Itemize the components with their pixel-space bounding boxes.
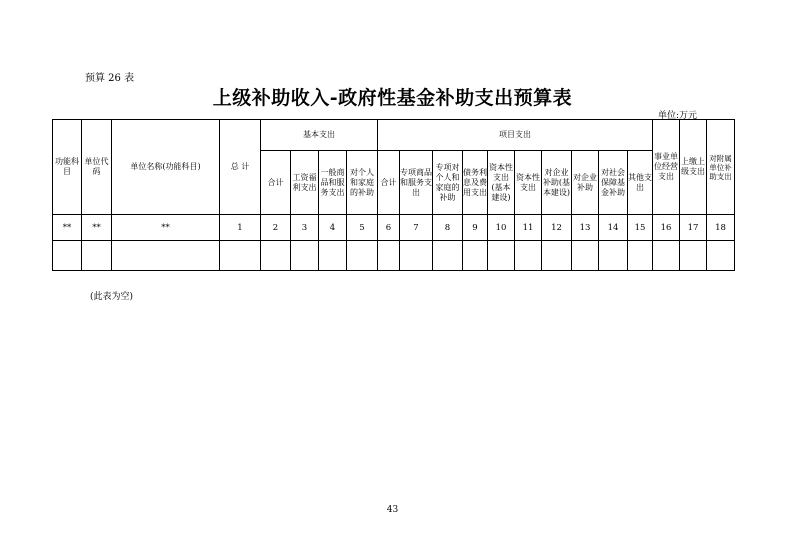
header-basic-total: 合计 bbox=[261, 151, 291, 215]
page-title: 上级补助收入-政府性基金补助支出预算表 bbox=[212, 87, 573, 109]
header-capital: 资本性支出 bbox=[515, 151, 542, 215]
header-household-subsidy: 对个人和家庭的补助 bbox=[347, 151, 378, 215]
header-enterprise-subsidy: 对企业补助 bbox=[572, 151, 599, 215]
index-cell: 9 bbox=[463, 215, 488, 241]
budget-table bbox=[52, 119, 735, 271]
header-project-total: 合计 bbox=[378, 151, 400, 215]
index-cell: 1 bbox=[220, 215, 261, 241]
header-salary-welfare: 工资福利支出 bbox=[291, 151, 319, 215]
header-goods-services: 一般商品和服务支出 bbox=[319, 151, 347, 215]
index-cell: 2 bbox=[261, 215, 291, 241]
header-special-household: 专项对个人和家庭的补助 bbox=[433, 151, 463, 215]
header-basic-group: 基本支出 bbox=[261, 120, 378, 151]
header-special-goods: 专项商品和服务支出 bbox=[400, 151, 433, 215]
empty-row bbox=[53, 241, 735, 271]
header-other: 其他支出 bbox=[628, 151, 653, 215]
index-cell: 11 bbox=[515, 215, 542, 241]
index-cell: 6 bbox=[378, 215, 400, 241]
index-cell: 12 bbox=[542, 215, 572, 241]
page-number: 43 bbox=[386, 505, 399, 515]
header-remit-upper: 上缴上级支出 bbox=[680, 120, 707, 215]
header-debt-interest: 债务利息及费用支出 bbox=[463, 151, 488, 215]
index-cell: 15 bbox=[628, 215, 653, 241]
header-project-group: 项目支出 bbox=[378, 120, 653, 151]
index-cell: ** bbox=[112, 215, 220, 241]
index-cell: 7 bbox=[400, 215, 433, 241]
header-func-subject: 功能科目 bbox=[53, 120, 82, 215]
header-business-unit: 事业单位经营支出 bbox=[653, 120, 680, 215]
index-cell: 14 bbox=[599, 215, 628, 241]
header-total: 总 计 bbox=[220, 120, 261, 215]
header-social-security: 对社会保障基金补助 bbox=[599, 151, 628, 215]
header-unit-code: 单位代码 bbox=[82, 120, 112, 215]
header-unit-name: 单位名称(功能科目) bbox=[112, 120, 220, 215]
index-cell: 8 bbox=[433, 215, 463, 241]
header-affiliated-subsidy: 对附属单位补助支出 bbox=[707, 120, 735, 215]
index-row bbox=[53, 215, 735, 241]
index-cell: 13 bbox=[572, 215, 599, 241]
empty-table-note: (此表为空) bbox=[90, 292, 134, 302]
index-cell: 10 bbox=[488, 215, 515, 241]
unit-label: 单位:万元 bbox=[657, 111, 697, 121]
index-cell: 17 bbox=[680, 215, 707, 241]
index-cell: 3 bbox=[291, 215, 319, 241]
header-enterprise-construction: 对企业补助(基本建设) bbox=[542, 151, 572, 215]
index-cell: 18 bbox=[707, 215, 735, 241]
index-cell: ** bbox=[82, 215, 112, 241]
index-cell: ** bbox=[53, 215, 82, 241]
table-tag: 预算 26 表 bbox=[85, 73, 135, 84]
index-cell: 16 bbox=[653, 215, 680, 241]
header-capital-construction: 资本性支出(基本建设) bbox=[488, 151, 515, 215]
index-cell: 4 bbox=[319, 215, 347, 241]
index-cell: 5 bbox=[347, 215, 378, 241]
